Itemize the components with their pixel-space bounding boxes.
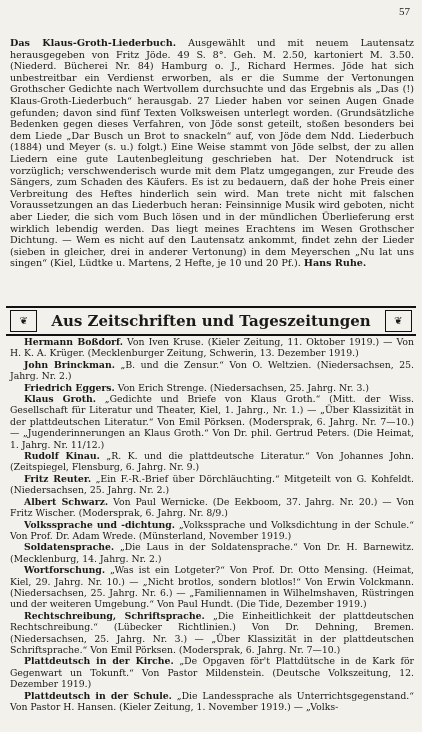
review-signature: Hans Ruhe. [303, 258, 367, 270]
entry-heading: Soldatensprache. [24, 542, 115, 554]
list-item [10, 565, 414, 611]
entry-text: Von Paul Wernicke. (De Eekboom, 37. Jahrg. Nr. 20.) — Von Fritz Wischer. (Modersprak, 6. Jahrg. Nr. 8/9.) [10, 496, 414, 520]
entry-text: Von Iven Kruse. (Kieler Zeitung, 11. Oktober 1919.) — Von H. K. A. Krüger. (Mecklenburger Zeitung, Schwerin, 13. Dezember 1919.) [10, 337, 414, 360]
list-item [10, 383, 414, 394]
entry-text: „Volkssprache und Volksdichtung in der Schule.“ Von Prof. Dr. Adam Wrede. (Münsterland, November 1919.) [10, 519, 414, 542]
list-item [10, 656, 414, 690]
list-item [10, 394, 414, 451]
entry-heading: Friedrich Eggers. [24, 382, 115, 394]
entry-heading: John Brinckman. [24, 359, 115, 371]
list-item [10, 542, 414, 565]
review-title: Das Klaus-Groth-Liederbuch. [10, 38, 177, 49]
entry-heading: Hermann Boßdorf. [24, 337, 123, 348]
entry-text: Von Erich Strenge. (Niedersachsen, 25. Jahrg. Nr. 3.) [117, 382, 369, 394]
list-item [10, 337, 414, 360]
entry-heading: Rudolf Kinau. [24, 451, 100, 463]
section-title: Aus Zeitschriften und Tageszeitungen [51, 312, 371, 330]
list-item [10, 360, 414, 383]
section-banner [6, 306, 416, 336]
list-item [10, 691, 414, 714]
entry-text: „De Opgaven för't Plattdütsche in de Kark för Gegenwart un Tokunft.“ Von Pastor Mildenstein. (Deutsche Volkszeitung, 12. Dezember 1919.) [10, 656, 414, 691]
review-body: Ausgewählt und mit neuem Lautensatz herausgegeben von Fritz Jöde. 49 S. 8°. Geh. M. 2.50, kartoniert M. 3.50. (Niederd. Bücherei Nr. 84) Hamburg o. J., Richard Hermes. Jöde hat sich unbestreitbar ein Verdienst erworben, als er die Summe der Vertonungen Grothscher Gedichte nach Wertvollem durchsuchte und das Ergebnis als „Das (!) Klaus-Groth-Liederbuch“ herausgab. 27 Lieder haben vor seinen Augen Gnade gefunden; davon sind fünf Texten Volksweisen unterlegt worden. (Grundsätzliche Bedenken gegen dieses Verfahren, von Jöde sonst geteilt, stoßen besonders bei dem Liede „Dar Busch un Brot to snackeln“ auf, von Jöde dem Ndd. Liederbuch (1884) und Meyer (s. u.) folgt.) Eine Weise stammt von Jöde selbst, der zu allen Liedern eine gute Lautenbegleitung geschrieben hat. Der Notendruck ist vorzüglich; verschwenderisch wurde mit dem Platz umgegangen, zur Freude des Sängers, zum Schaden des Käufers. Es ist zu bedauern, daß der hohe Preis einer Verbreitung des Heftes hinderlich sein wird. Man trete nicht mit falschen Voraussetzungen an das Liederbuch heran: Feinsinnige Musik wird geboten, nicht aber Lieder, die sich vom Buch lösen und in der mündlichen Überlieferung erst wirklich lebendig werden. Das liegt meines Erachtens im Wesen Grothscher Dichtung. — Wem es nicht auf den Lautensatz ankommt, findet zehn der Lieder (sieben in gleicher, drei in anderer Vertonung) in dem Meyerschen „Nu lat uns singen“ (Kiel, Lüdtke u. Martens, 2 Hefte, je 10 und 20 Pf.). [10, 38, 414, 270]
entry-text: „B. und die Zensur.“ Von O. Weltzien. (Niedersachsen, 25. Jahrg. Nr. 2.) [10, 359, 414, 383]
entry-text: „Die Einheitlichkeit der plattdeutschen Rechtschreibung.“ (Lübecker Richtlinien.) Von Dr. Dehning, Bremen. (Niedersachsen, 25. Jahrg. Nr. 3.) — „Über Klassizität in der plattdeutschen Schriftsprache.“ Von Emil Pörksen. (Modersprak, 6. Jahrg. Nr. 7—10.) [10, 610, 414, 656]
entry-text: „Gedichte und Briefe von Klaus Groth.“ (Mitt. der Wiss. Gesellschaft für Literatur und Theater, Kiel, 1. Jahrg., Nr. 1.) — „Über Klassizität in der plattdeutschen Literatur.“ Von Emil Pörksen. (Modersprak, 6. Jahrg. Nr. 7—10.) — „Jugenderinnerungen an Klaus Groth.“ Von Dr. phil. Gertrud Peters. (Die Heimat, 1. Jahrg. Nr. 11/12.) [10, 394, 414, 451]
ornament-left-icon: ❦ [10, 310, 37, 332]
entry-heading: Rechtschreibung, Schriftsprache. [24, 610, 205, 622]
entry-heading: Plattdeutsch in der Kirche. [24, 656, 174, 668]
entry-text: „Ein F.-R.-Brief über Dörchläuchting.“ Mitgeteilt von G. Kohfeldt. (Niedersachsen, 25. Jahrg. Nr. 2.) [10, 473, 414, 497]
entry-heading: Plattdeutsch in der Schule. [24, 690, 172, 702]
entry-heading: Wortforschung. [24, 565, 106, 577]
list-item [10, 611, 414, 657]
list-item [10, 520, 414, 543]
entry-heading: Klaus Groth. [24, 394, 97, 406]
book-review [10, 38, 414, 270]
entry-heading: Volkssprache und -dichtung. [24, 519, 175, 531]
periodical-entries [10, 337, 414, 713]
entry-text: „Was ist ein Lotgeter?“ Von Prof. Dr. Otto Mensing. (Heimat, Kiel, 29. Jahrg. Nr. 10.) — „Nicht brotlos, sondern blotlos!“ Von Erwin Volckmann. (Niedersachsen, 25. Jahrg. Nr. 6.) — „Familiennamen in Wilhelmshaven, Rüstringen und der weiteren Umgebung.“ Von Paul Hundt. (Die Tide, Dezember 1919.) [10, 565, 414, 611]
entry-text: „Die Laus in der Soldatensprache.“ Von Dr. H. Barnewitz. (Mecklenburg, 14. Jahrg. Nr. 2.) [10, 542, 414, 565]
list-item [10, 497, 414, 520]
entry-heading: Albert Schwarz. [24, 496, 109, 508]
entry-heading: Fritz Reuter. [24, 473, 92, 485]
list-item [10, 451, 414, 474]
ornament-right-icon: ❦ [385, 310, 412, 332]
entry-text: „Die Landessprache als Unterrichtsgegenstand.“ Von Pastor H. Hansen. (Kieler Zeitung, 1. November 1919.) — „Volks- [10, 690, 414, 713]
list-item [10, 474, 414, 497]
entry-text: „R. K. und die plattdeutsche Literatur.“ Von Johannes John. (Zeitspiegel, Flensburg, 6. Jahrg. Nr. 9.) [10, 451, 414, 474]
page-number: 57 [399, 6, 410, 18]
